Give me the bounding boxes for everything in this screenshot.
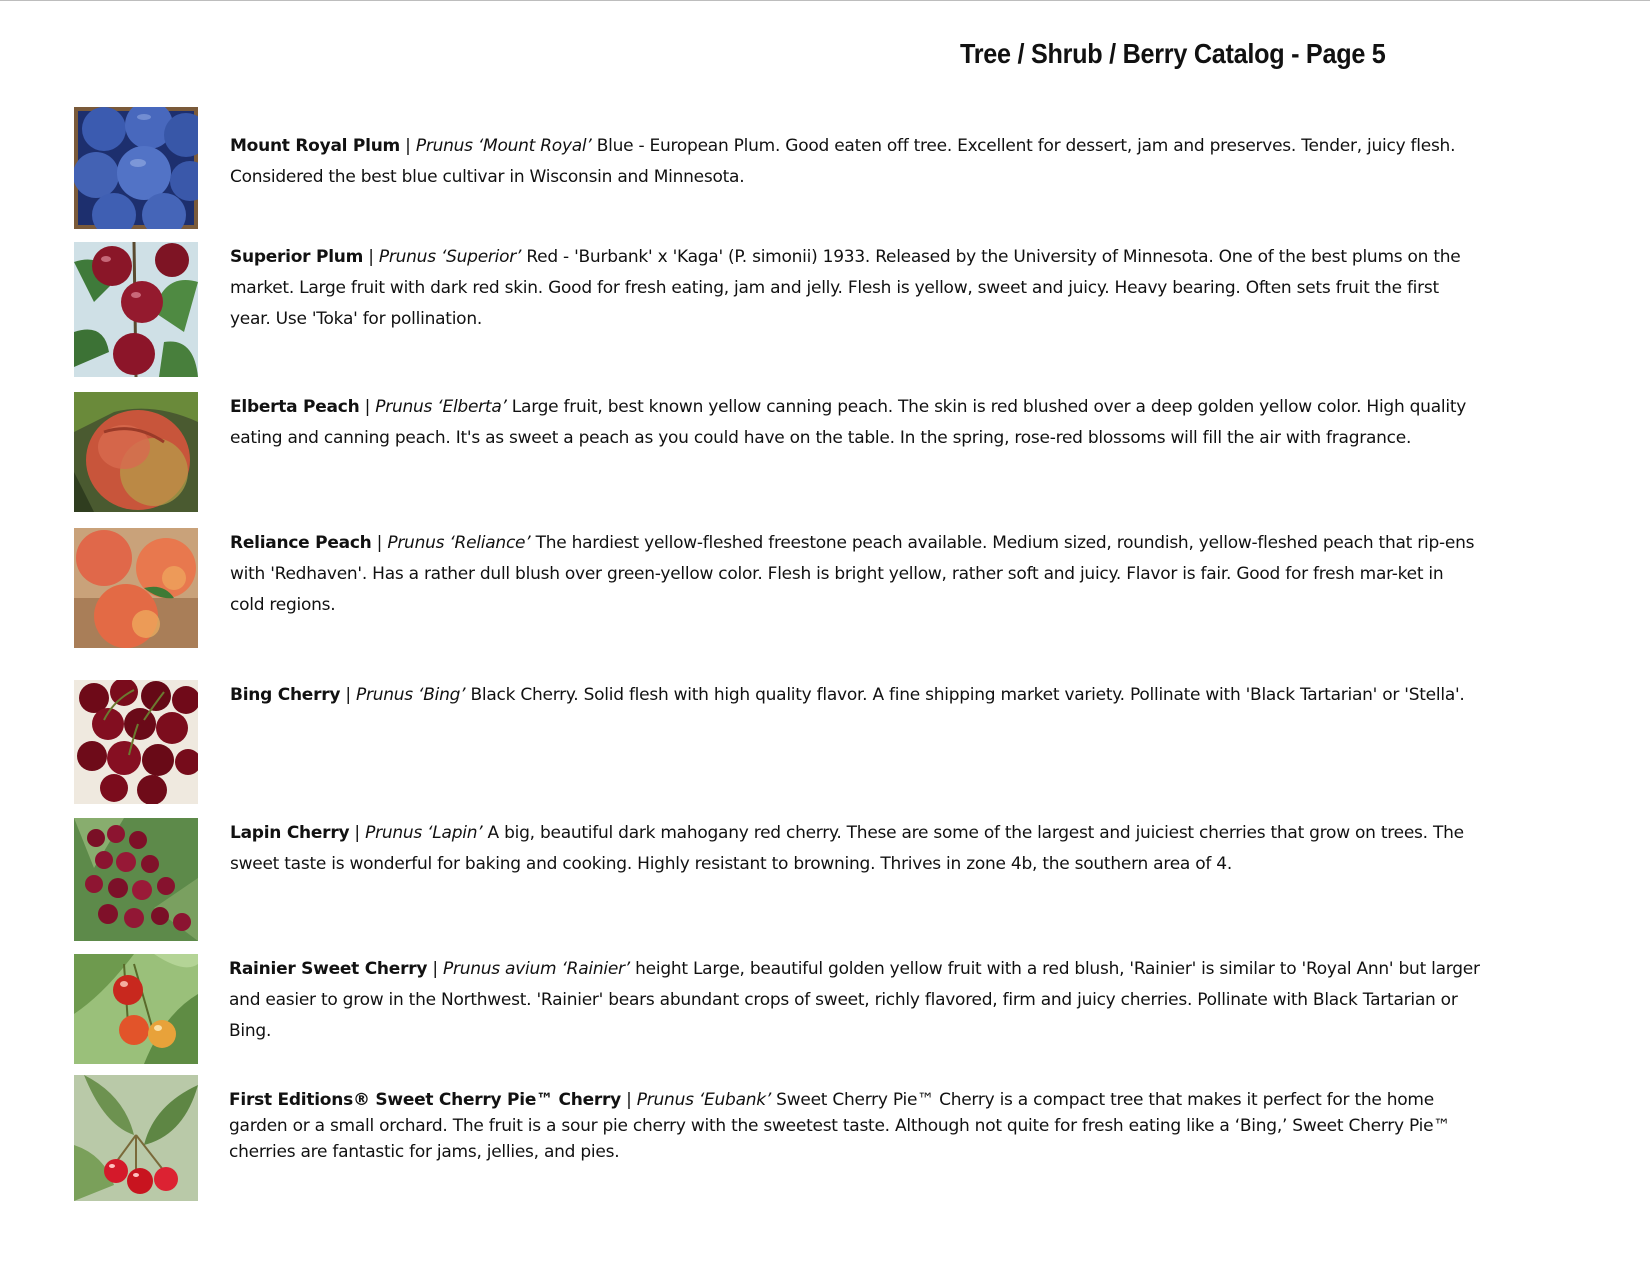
plant-name: Bing Cherry xyxy=(230,685,341,705)
entry-description xyxy=(229,1087,1481,1165)
plant-name: Reliance Peach xyxy=(230,533,372,553)
superior-plum-image xyxy=(74,242,198,377)
description-text: Sweet Cherry Pie™ Cherry is a compact tree that makes it perfect for the home garden or a small orchard. The fruit is a sour pie cherry with the sweetest taste. Although not quite for fresh eating like a ‘Bing,’ Sweet Cherry Pie™ cherries are fantastic for jams, jellies, and pies. xyxy=(229,1090,1451,1162)
latin-name: Prunus ‘Reliance’ xyxy=(387,533,531,553)
latin-name: Prunus avium ‘Rainier’ xyxy=(442,959,630,979)
latin-name: Prunus ‘Eubank’ xyxy=(636,1090,772,1110)
plant-name: Superior Plum xyxy=(230,247,364,267)
rainier-cherry-image xyxy=(74,954,198,1064)
lapin-cherry-image xyxy=(74,818,198,941)
elberta-peach-image xyxy=(74,392,198,512)
plant-name: First Editions® Sweet Cherry Pie™ Cherry xyxy=(229,1090,621,1110)
description-text: Blue - European Plum. Good eaten off tree. Excellent for dessert, jam and preserves. Tender, juicy flesh. Considered the best blue cultivar in Wisconsin and Minnesota. xyxy=(230,136,1456,187)
entry-description xyxy=(230,392,1482,454)
entry-description xyxy=(230,242,1482,335)
separator: | xyxy=(349,823,366,843)
description-text: Red - 'Burbank' x 'Kaga' (P. simonii) 1933. Released by the University of Minnesota. One of the best plums on the market. Large fruit with dark red skin. Good for fresh eating, jam and jelly. Flesh is yellow, sweet and juicy. Heavy bearing. Often sets fruit the first year. Use 'Toka' for pollination. xyxy=(230,247,1461,329)
entry-description xyxy=(230,131,1482,193)
page-title: Tree / Shrub / Berry Catalog - Page 5 xyxy=(960,38,1386,69)
separator: | xyxy=(400,136,416,156)
latin-name: Prunus ‘Superior’ xyxy=(378,247,522,267)
latin-name: Prunus ‘Bing’ xyxy=(355,685,466,705)
mount-royal-plum-image xyxy=(74,107,198,229)
entry-description xyxy=(230,680,1482,711)
plant-name: Mount Royal Plum xyxy=(230,136,401,156)
latin-name: Prunus ‘Lapin’ xyxy=(365,823,483,843)
plant-name: Elberta Peach xyxy=(230,397,360,417)
separator: | xyxy=(427,959,443,979)
latin-name: Prunus ‘Elberta’ xyxy=(375,397,507,417)
description-text: Black Cherry. Solid flesh with high quality flavor. A fine shipping market variety. Pollinate with 'Black Tartarian' or 'Stella'. xyxy=(465,685,1465,705)
description-text: height Large, beautiful golden yellow fruit with a red blush, 'Rainier' is similar to 'Royal Ann' but larger and easier to grow in the Northwest. 'Rainier' bears abundant crops of sweet, richly flavored, firm and juicy cherries. Pollinate with Black Tartarian or Bing. xyxy=(229,959,1480,1041)
latin-name: Prunus ‘Mount Royal’ xyxy=(415,136,592,156)
entry-description xyxy=(229,954,1481,1047)
separator: | xyxy=(371,533,388,553)
separator: | xyxy=(340,685,356,705)
entry-description xyxy=(230,528,1482,621)
description-text: The hardiest yellow-fleshed freestone peach available. Medium sized, roundish, yellow-fleshed peach that rip-ens with 'Redhaven'. Has a rather dull blush over green-yellow color. Flesh is bright yellow, rather soft and juicy. Flavor is fair. Good for fresh mar-ket in cold regions. xyxy=(230,533,1475,615)
page-top-rule xyxy=(0,0,1650,1)
plant-name: Lapin Cherry xyxy=(230,823,350,843)
bing-cherry-image xyxy=(74,680,198,804)
reliance-peach-image xyxy=(74,528,198,648)
separator: | xyxy=(621,1090,637,1110)
separator: | xyxy=(363,247,379,267)
separator: | xyxy=(359,397,376,417)
description-text: Large fruit, best known yellow canning peach. The skin is red blushed over a deep golden yellow color. High quality eating and canning peach. It's as sweet a peach as you could have on the table. In the spring, rose-red blossoms will fill the air with fragrance. xyxy=(230,397,1467,448)
entry-description xyxy=(230,818,1482,880)
description-text: A big, beautiful dark mahogany red cherry. These are some of the largest and juiciest cherries that grow on trees. The sweet taste is wonderful for baking and cooking. Highly resistant to browning. Thrives in zone 4b, the southern area of 4. xyxy=(230,823,1464,874)
sweet-cherry-pie-image xyxy=(74,1075,198,1201)
plant-name: Rainier Sweet Cherry xyxy=(229,959,428,979)
